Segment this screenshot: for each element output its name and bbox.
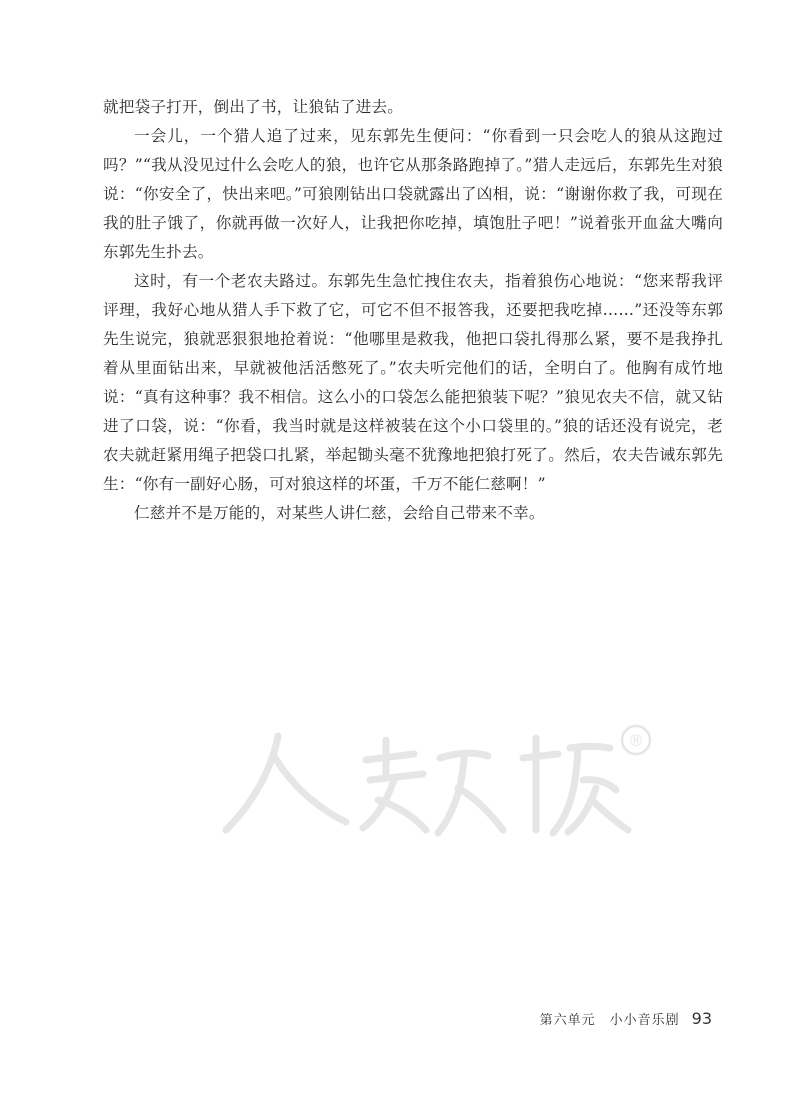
page-number: 93	[691, 1009, 712, 1028]
paragraph: 仁慈并不是万能的，对某些人讲仁慈，会给自己带来不幸。	[134, 504, 545, 522]
unit-title: 第六单元 小小音乐剧	[539, 1013, 680, 1028]
paragraph: 一会儿，一个猎人追了过来，见东郭先生便问：“你看到一只会吃人的狼从这跑过吗？”“我从没见过什么会吃人的狼，也许它从那条路跑掉了。”猎人走远后，东郭先生对狼说：“你安全了，快出来吧。”可狼刚钻出口袋就露出了凶相，说：“谢谢你救了我，可现在我的肚子饿了，你就再做一次好人，让我把你吃掉，填饱肚子吧！”说着张开血盆大嘴向东郭先生扑去。	[103, 127, 723, 261]
registered-mark: ®	[628, 731, 644, 750]
paragraph: 这时，有一个老农夫路过。东郭先生急忙拽住农夫，指着狼伤心地说：“您来帮我评评理，我好心地从猎人手下救了它，可它不但不报答我，还要把我吃掉……”还没等东郭先生说完，狼就恶狠狠地抢着说：“他哪里是救我，他把口袋扎得那么紧，要不是我挣扎着从里面钻出来，早就被他活活憋死了。”农夫听完他们的话，全明白了。他胸有成竹地说：“真有这种事？我不相信。这么小的口袋怎么能把狼装下呢？”狼见农夫不信，就又钻进了口袋，说：“你看，我当时就是这样被装在这个小口袋里的。”狼的话还没有说完，老农夫就赶紧用绳子把袋口扎紧，举起锄头毫不犹豫地把狼打死了。然后，农夫告诫东郭先生：“你有一副好心肠，可对狼这样的坏蛋，千万不能仁慈啊！”	[103, 272, 723, 493]
body-text	[103, 93, 723, 528]
publisher-watermark-logo	[218, 718, 658, 848]
paragraph: 就把袋子打开，倒出了书，让狼钻了进去。	[103, 98, 404, 116]
page-footer	[540, 1009, 712, 1028]
